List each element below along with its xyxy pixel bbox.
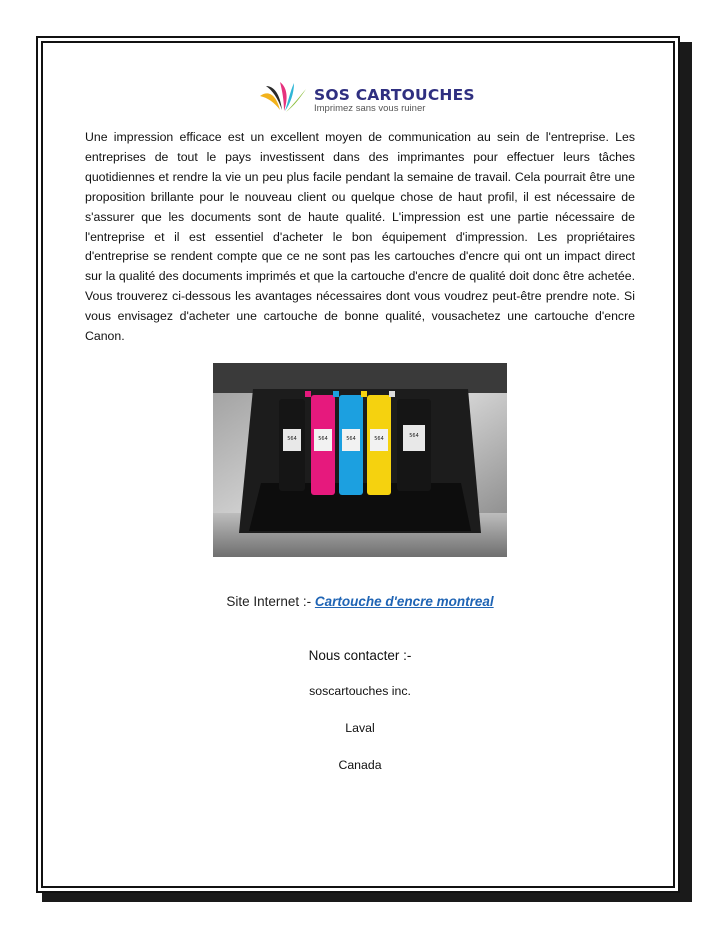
cartridge-cyan <box>339 395 363 495</box>
cartridge-label: 564 <box>409 433 419 439</box>
site-prefix: Site Internet :- <box>226 594 315 609</box>
logo-tagline: Imprimez sans vous ruiner <box>314 103 426 114</box>
site-line <box>0 594 720 609</box>
contact-company: soscartouches inc. <box>309 684 411 698</box>
ink-cartridges-photo <box>213 363 507 557</box>
cartridge-label: 564 <box>287 436 297 442</box>
brand-logo <box>258 80 475 116</box>
site-link[interactable]: Cartouche d'encre montreal <box>314 594 494 609</box>
cartridge-black-2 <box>397 399 431 491</box>
contact-country: Canada <box>338 758 382 772</box>
body-paragraph: Une impression efficace est un excellent moyen de communication au sein de l'entreprise. Les entreprises de tout le pays investissent dans des imprimantes pour effectuer leurs tâches quotidiennes et rendre la vie un peu plus facile pendant la semaine de travail. Cela pourrait être une proposition brillante pour le nouveau client ou quelque chose de haut profil, il est nécessaire de s'assurer que les documents sont de haute qualité. L'impression est une partie nécessaire de l'entreprise et il est essentiel d'acheter le bon équipement d'impression. Les propriétaires d'entreprise se rendent compte que ce ne sont pas les cartouches d'encre qui ont un impact direct sur la qualité des documents imprimés et que la cartouche d'encre de qualité doit donc être achetée. Vous trouverez ci-dessous les avantages nécessaires dont vous voudrez peut-être prendre note. Si vous envisagez d'acheter une cartouche de bonne qualité, vousachetez une cartouche d'encre Canon. <box>85 130 635 344</box>
cartridge-label: 564 <box>346 436 356 442</box>
contact-city: Laval <box>345 721 375 735</box>
cartridge-black-1 <box>279 399 305 491</box>
cartridge-yellow <box>367 395 391 495</box>
cartridge-magenta <box>311 395 335 495</box>
contact-title: Nous contacter :- <box>308 648 412 663</box>
logo-swoosh-icon <box>258 80 310 114</box>
cartridge-label: 564 <box>318 436 328 442</box>
logo-title: SOS CARTOUCHES <box>314 86 475 104</box>
cartridge-label: 564 <box>374 436 384 442</box>
